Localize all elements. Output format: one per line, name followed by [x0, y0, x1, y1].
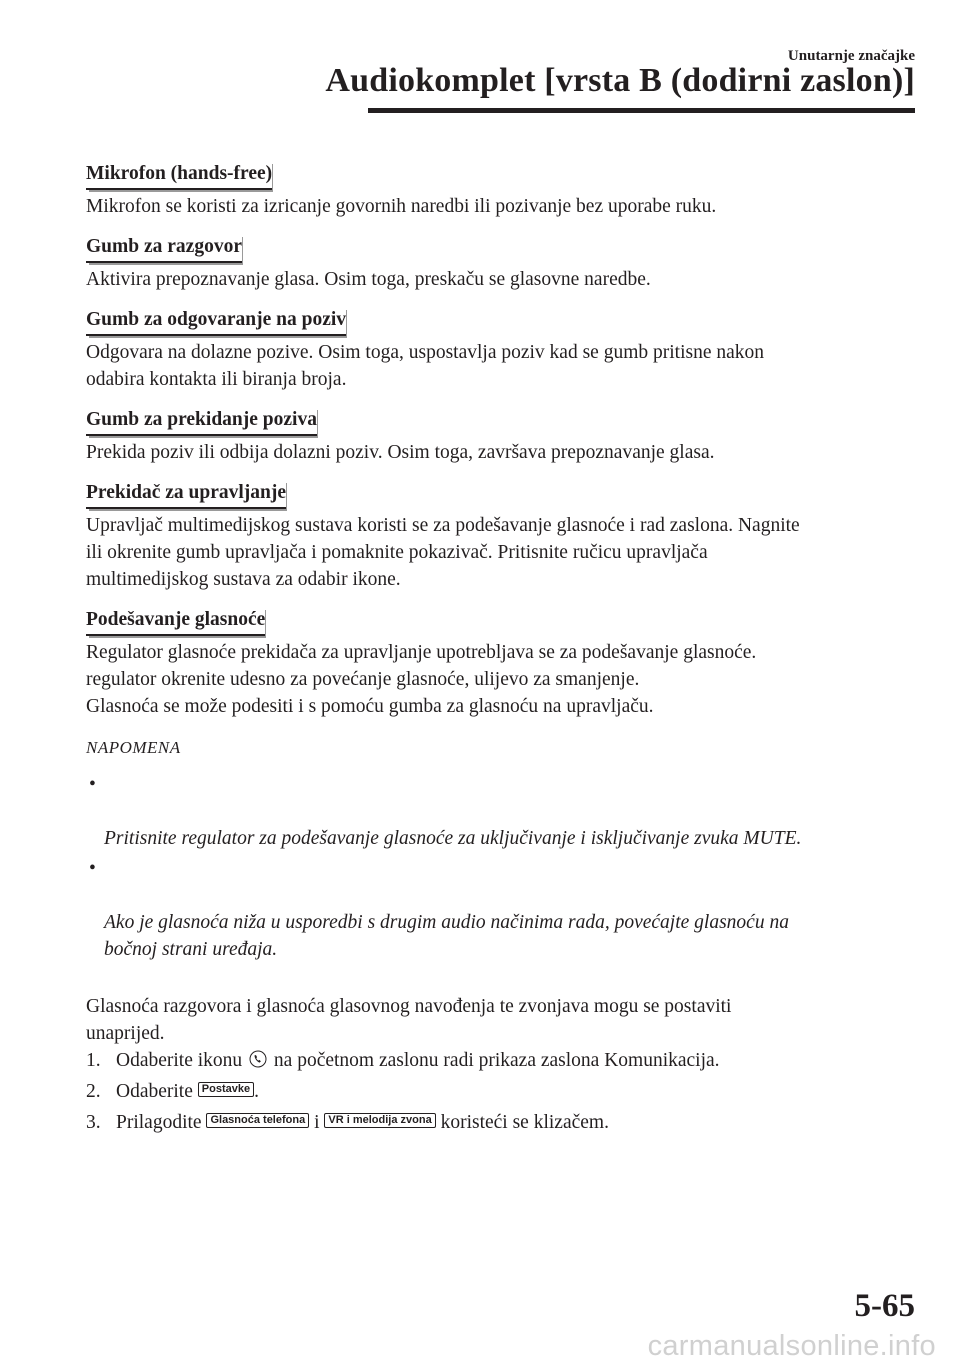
settings-button-chip: Postavke [198, 1082, 254, 1097]
section-heading: Mikrofon (hands-free) [86, 160, 272, 190]
section-text: Aktivira prepoznavanje glasa. Osim toga, preskaču se glasovne naredbe. [86, 269, 651, 290]
step-text-before: Odaberite [116, 1081, 193, 1102]
step-text-before: Odaberite ikonu [116, 1050, 243, 1071]
steps-list [86, 1047, 916, 1136]
note-item-text: Ako je glasnoća niža u usporedbi s drugim audio načinima rada, povećajte glasnoću na bočnoj strani uređaja. [104, 912, 789, 960]
section-text: Mikrofon se koristi za izricanje govornih naredbi ili pozivanje bez uporabe ruku. [86, 196, 717, 217]
section-hangup-button [86, 406, 916, 466]
step-text-mid: i [314, 1112, 320, 1133]
section-heading: Gumb za razgovor [86, 233, 242, 263]
step-text-after: . [254, 1081, 259, 1102]
note-item-text: Pritisnite regulator za podešavanje glasnoće za uključivanje i isključivanje zvuka MUTE. [104, 828, 802, 849]
section-heading: Gumb za prekidanje poziva [86, 406, 317, 436]
section-text: Regulator glasnoće prekidača za upravljanje upotrebljava se za podešavanje glasnoće. regulator okrenite udesno za povećanje glasnoće, ulijevo za smanjenje. Glasnoća se može podesiti i s pomoću gumba za glasnoću na upravljaču. [86, 642, 757, 717]
step-3 [86, 1109, 916, 1136]
header-rule [368, 108, 915, 113]
watermark[interactable]: carmanualsonline.info [647, 1330, 936, 1362]
section-talk-button [86, 233, 916, 293]
section-text: Odgovara na dolazne pozive. Osim toga, uspostavlja poziv kad se gumb pritisne nakon odabira kontakta ili biranja broja. [86, 342, 765, 390]
vr-ringtone-button-chip: VR i melodija zvona [324, 1113, 435, 1128]
page-content [86, 160, 916, 1140]
step-number: 1. [86, 1050, 101, 1071]
note-list [86, 771, 916, 963]
step-number: 2. [86, 1081, 101, 1102]
section-heading: Prekidač za upravljanje [86, 479, 286, 509]
section-microphone [86, 160, 916, 220]
section-answer-button [86, 306, 916, 393]
page-title: Audiokomplet [vrsta B (dodirni zaslon)] [325, 62, 915, 99]
step-1 [86, 1047, 916, 1074]
bullet-icon: • [89, 858, 96, 879]
step-text-before: Prilagodite [116, 1112, 202, 1133]
step-text-after: koristeći se klizačem. [440, 1112, 609, 1133]
phone-icon [249, 1050, 267, 1068]
note-item [86, 771, 916, 852]
closing-intro: Glasnoća razgovora i glasnoća glasovnog navođenja te zvonjava mogu se postaviti unaprijed. [86, 996, 732, 1044]
section-commander-switch [86, 479, 916, 593]
page-number: 5-65 [854, 1288, 915, 1324]
section-heading: Gumb za odgovaranje na poziv [86, 306, 346, 336]
step-text-after: na početnom zaslonu radi prikaza zaslona Komunikacija. [273, 1050, 720, 1071]
step-number: 3. [86, 1112, 101, 1133]
running-header-section: Unutarnje značajke [787, 48, 915, 64]
section-text: Upravljač multimedijskog sustava koristi se za podešavanje glasnoće i rad zaslona. Nagnite ili okrenite gumb upravljača i pomaknite pokazivač. Pritisnite ručicu upravljača multimedijskog sustava za odabir ikone. [86, 515, 800, 590]
section-text: Prekida poziv ili odbija dolazni poziv. Osim toga, završava prepoznavanje glasa. [86, 442, 715, 463]
note-title: NAPOMENA [86, 738, 181, 757]
step-2 [86, 1078, 916, 1105]
note-item [86, 855, 916, 963]
phone-volume-button-chip: Glasnoća telefona [206, 1113, 309, 1128]
section-heading: Podešavanje glasnoće [86, 606, 265, 636]
bullet-icon: • [89, 774, 96, 795]
section-volume-adjustment [86, 606, 916, 720]
